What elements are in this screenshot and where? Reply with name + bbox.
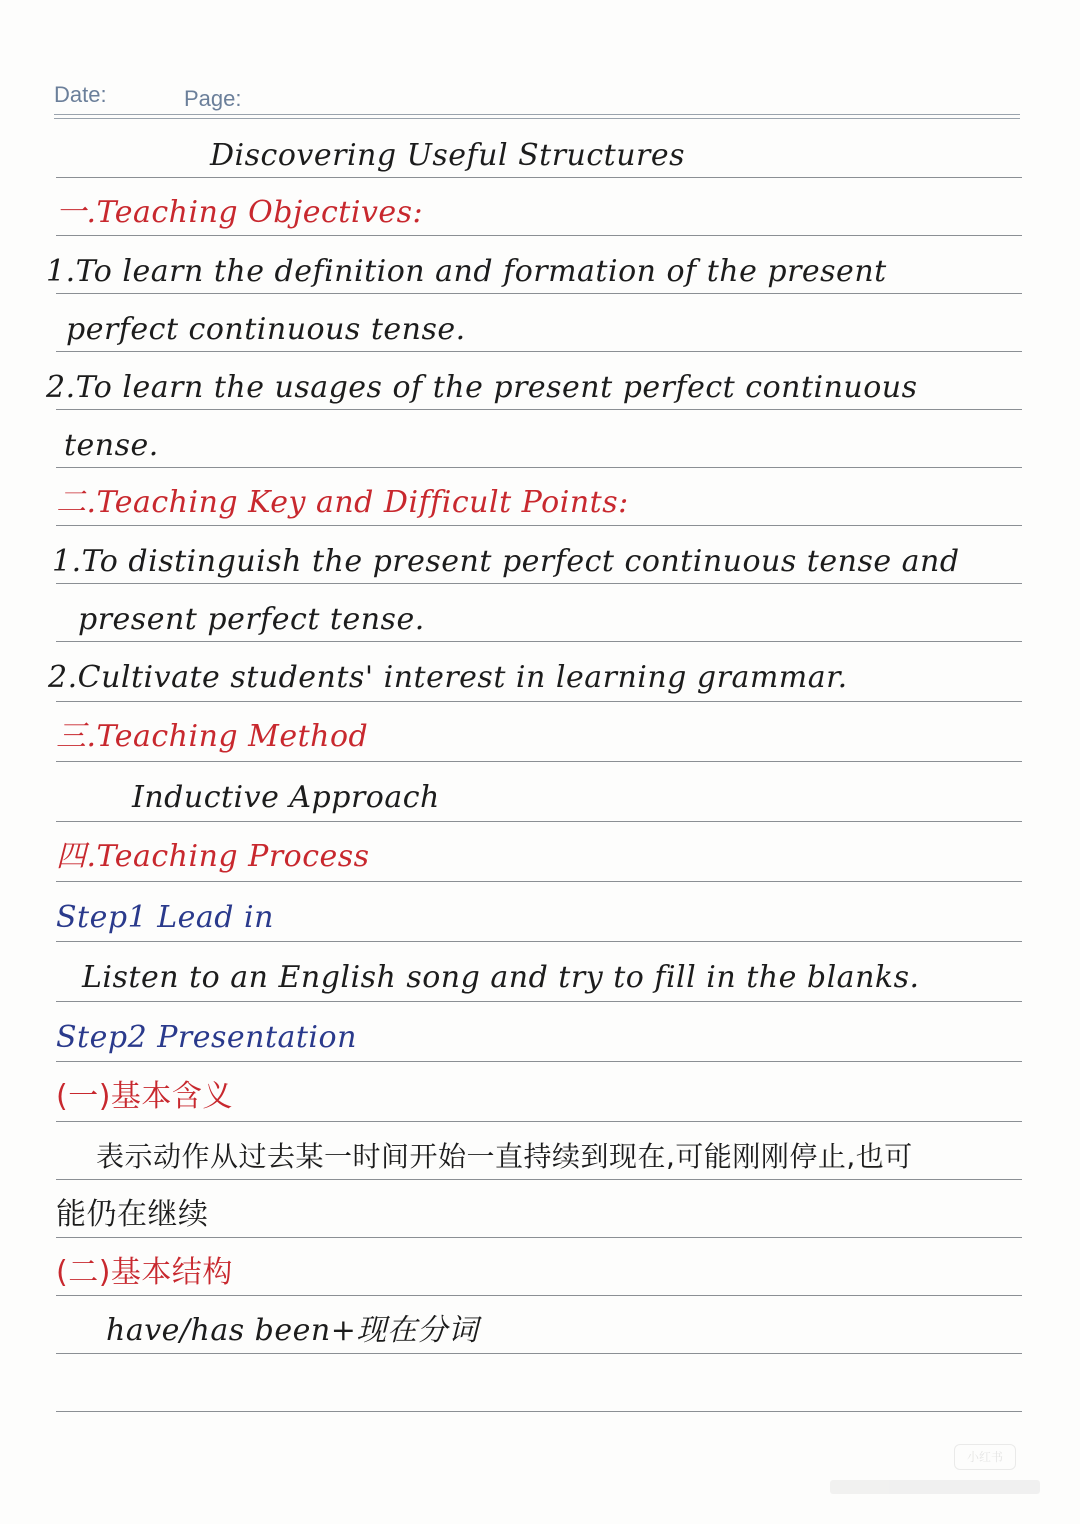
note-line (56, 467, 1022, 525)
meaning-text-line-1: 表示动作从过去某一时间开始一直持续到现在,可能刚刚停止,也可 (96, 1140, 913, 1173)
watermark (820, 1444, 1040, 1494)
note-line (56, 583, 1022, 641)
note-line (56, 941, 1022, 999)
page-label: Page: (184, 86, 242, 111)
subsection-basic-structure: (二)基本结构 (56, 1255, 233, 1290)
title-line (56, 119, 1022, 177)
key-point-1-line-2: present perfect tense. (78, 602, 425, 637)
note-line (56, 1295, 1022, 1353)
section-heading-method: 三.Teaching Method (56, 719, 369, 754)
note-line (56, 701, 1022, 759)
step-2-heading: Step2 Presentation (56, 1020, 357, 1055)
section-heading-key-points: 二.Teaching Key and Difficult Points: (56, 485, 629, 520)
note-line (56, 177, 1022, 235)
note-line (56, 1237, 1022, 1295)
step-1-heading: Step1 Lead in (56, 900, 274, 935)
note-line (56, 409, 1022, 467)
ruled-line (56, 1353, 1022, 1354)
note-line (48, 641, 1022, 699)
objective-1-line-1: 1.To learn the definition and formation of the present (46, 254, 887, 289)
note-line (56, 761, 1022, 819)
header-rule (54, 114, 1020, 115)
subsection-basic-meaning: (一)基本含义 (56, 1079, 233, 1114)
ruled-line (56, 1411, 1022, 1412)
note-line (56, 1001, 1022, 1059)
key-point-1-line-1: 1.To distinguish the present perfect continuous tense and (52, 544, 960, 579)
note-line (56, 821, 1022, 879)
method-text: Inductive Approach (132, 780, 440, 815)
note-line (46, 235, 1022, 293)
meaning-text-line-2: 能仍在继续 (56, 1197, 209, 1232)
note-line (56, 293, 1022, 351)
note-line (56, 1179, 1022, 1237)
note-line (56, 881, 1022, 939)
page-title: Discovering Useful Structures (210, 138, 686, 173)
section-heading-process: 四.Teaching Process (56, 839, 370, 874)
note-line (56, 1121, 1022, 1179)
note-line (46, 351, 1022, 409)
date-label: Date: (54, 82, 107, 107)
step-1-text: Listen to an English song and try to fill in the blanks. (82, 960, 920, 995)
key-point-2: 2.Cultivate students' interest in learning grammar. (48, 660, 848, 695)
objective-2-line-2: tense. (64, 428, 159, 463)
section-heading-objectives: 一.Teaching Objectives: (56, 195, 424, 230)
note-line (52, 525, 1022, 583)
watermark-id (830, 1480, 1040, 1494)
watermark-logo: 小红书 (954, 1444, 1016, 1470)
objective-1-line-2: perfect continuous tense. (66, 312, 466, 347)
structure-formula: have/has been+现在分词 (106, 1313, 479, 1348)
objective-2-line-1: 2.To learn the usages of the present perfect continuous (46, 370, 918, 405)
note-line (56, 1061, 1022, 1119)
